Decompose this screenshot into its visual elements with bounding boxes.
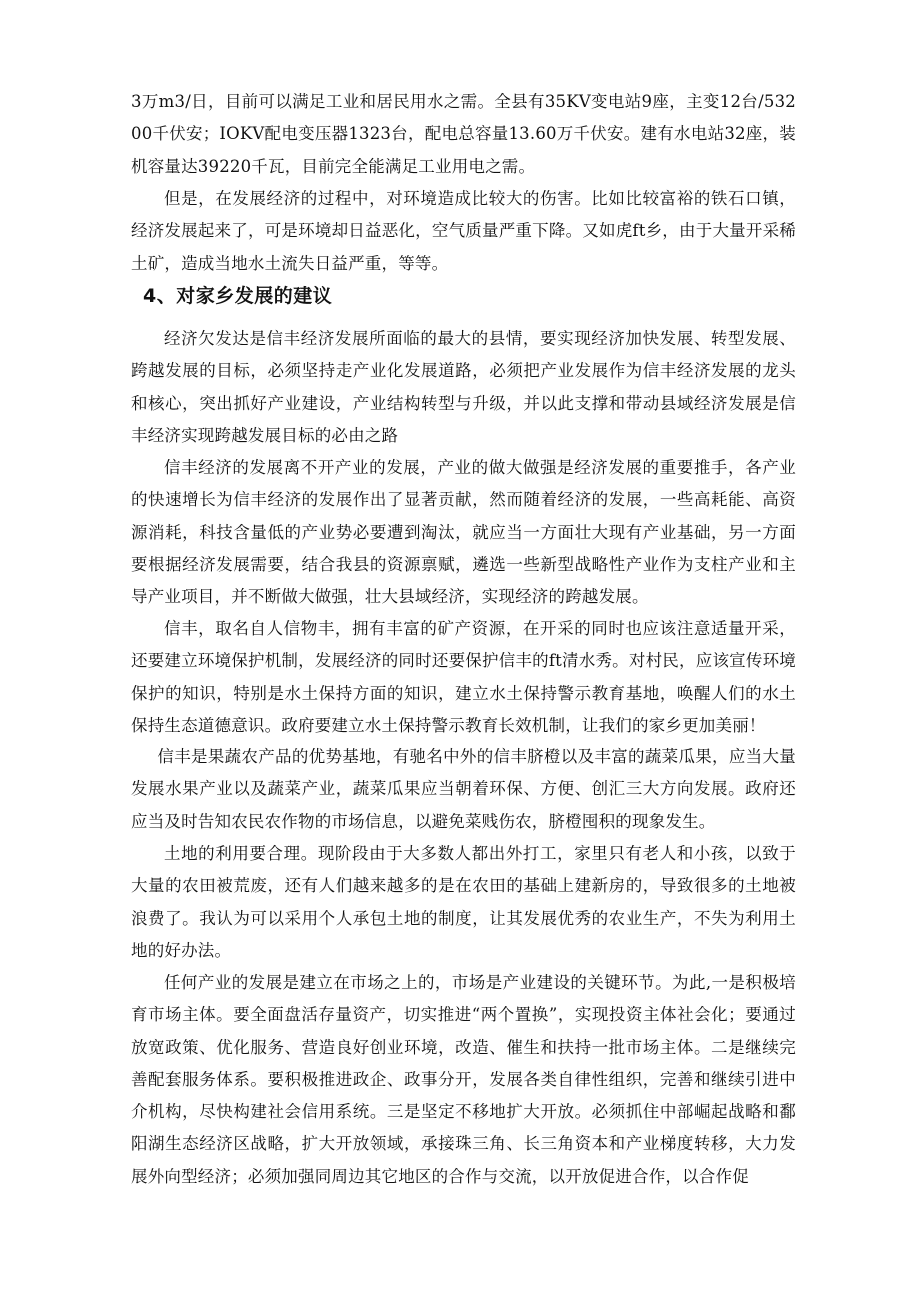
paragraph-environment: 但是，在发展经济的过程中，对环境造成比较大的伤害。比如比较富裕的铁石口镇，经济发展起来了，可是环境却日益恶化，空气质量严重下降。又如虎ft乡，由于大量开采稀土矿，造成当地水土流失日益严重，等等。	[131, 189, 796, 273]
paragraph-resources-conservation: 信丰，取名自人信物丰，拥有丰富的矿产资源，在开采的同时也应该注意适量开采，还要建立环境保护机制，发展经济的同时还要保护信丰的ft清水秀。对村民，应该宣传环境保护的知识，特别是水土保持方面的知识，建立水土保持警示教育基地，唤醒人们的水土保持生态道德意识。政府要建立水土保持警示教育长效机制，让我们的家乡更加美丽！	[131, 619, 796, 735]
paragraph-industrialization: 经济欠发达是信丰经济发展所面临的最大的县情，要实现经济加快发展、转型发展、跨越发展的目标，必须坚持走产业化发展道路，必须把产业发展作为信丰经济发展的龙头和核心，突出抓好产业建设，产业结构转型与升级，并以此支撑和带动县域经济发展是信丰经济实现跨越发展目标的必由之路	[131, 329, 796, 445]
paragraph-land-use: 土地的利用要合理。现阶段由于大多数人都出外打工，家里只有老人和小孩，以致于大量的农田被荒废，还有人们越来越多的是在农田的基础上建新房的，导致很多的土地被浪费了。我认为可以采用个人承包土地的制度，让其发展优秀的农业生产，不失为利用土地的好办法。	[131, 844, 796, 960]
paragraph-agriculture: 信丰是果蔬农产品的优势基地，有驰名中外的信丰脐橙以及丰富的蔬菜瓜果，应当大量发展水果产业以及蔬菜产业，蔬菜瓜果应当朝着环保、方便、创汇三大方向发展。政府还应当及时告知农民农作物的市场信息，以避免菜贱伤农，脐橙囤积的现象发生。	[131, 747, 796, 831]
paragraph-market: 任何产业的发展是建立在市场之上的，市场是产业建设的关键环节。为此,一是积极培育市场主体。要全面盘活存量资产，切实推进“两个置换”，实现投资主体社会化；要通过放宽政策、优化服务、营造良好创业环境，改造、催生和扶持一批市场主体。二是继续完善配套服务体系。要积极推进政企、政事分开，发展各类自律性组织，完善和继续引进中介机构，尽快构建社会信用系统。三是坚定不移地扩大开放。必须抓住中部崛起战略和鄱阳湖生态经济区战略，扩大开放领域，承接珠三角、长三角资本和产业梯度转移，大力发展外向型经济；必须加强同周边其它地区的合作与交流，以开放促进合作，以合作促	[131, 973, 796, 1186]
paragraph-infrastructure: 3万m3/日，目前可以满足工业和居民用水之需。全县有35KV变电站9座，主变12台/53200千伏安；IOKV配电变压器1323台，配电总容量13.60万千伏安。建有水电站32座，装机容量达39220千瓦，目前完全能满足工业用电之需。	[131, 92, 796, 176]
paragraph-industry-growth: 信丰经济的发展离不开产业的发展，产业的做大做强是经济发展的重要推手，各产业的快速增长为信丰经济的发展作出了显著贡献，然而随着经济的发展，一些高耗能、高资源消耗，科技含量低的产业势必要遭到淘汰，就应当一方面壮大现有产业基础，另一方面要根据经济发展需要，结合我县的资源禀赋，遴选一些新型战略性产业作为支柱产业和主导产业项目，并不断做大做强，壮大县域经济，实现经济的跨越发展。	[131, 458, 796, 607]
section-heading: 4、对家乡发展的建议	[143, 285, 333, 307]
